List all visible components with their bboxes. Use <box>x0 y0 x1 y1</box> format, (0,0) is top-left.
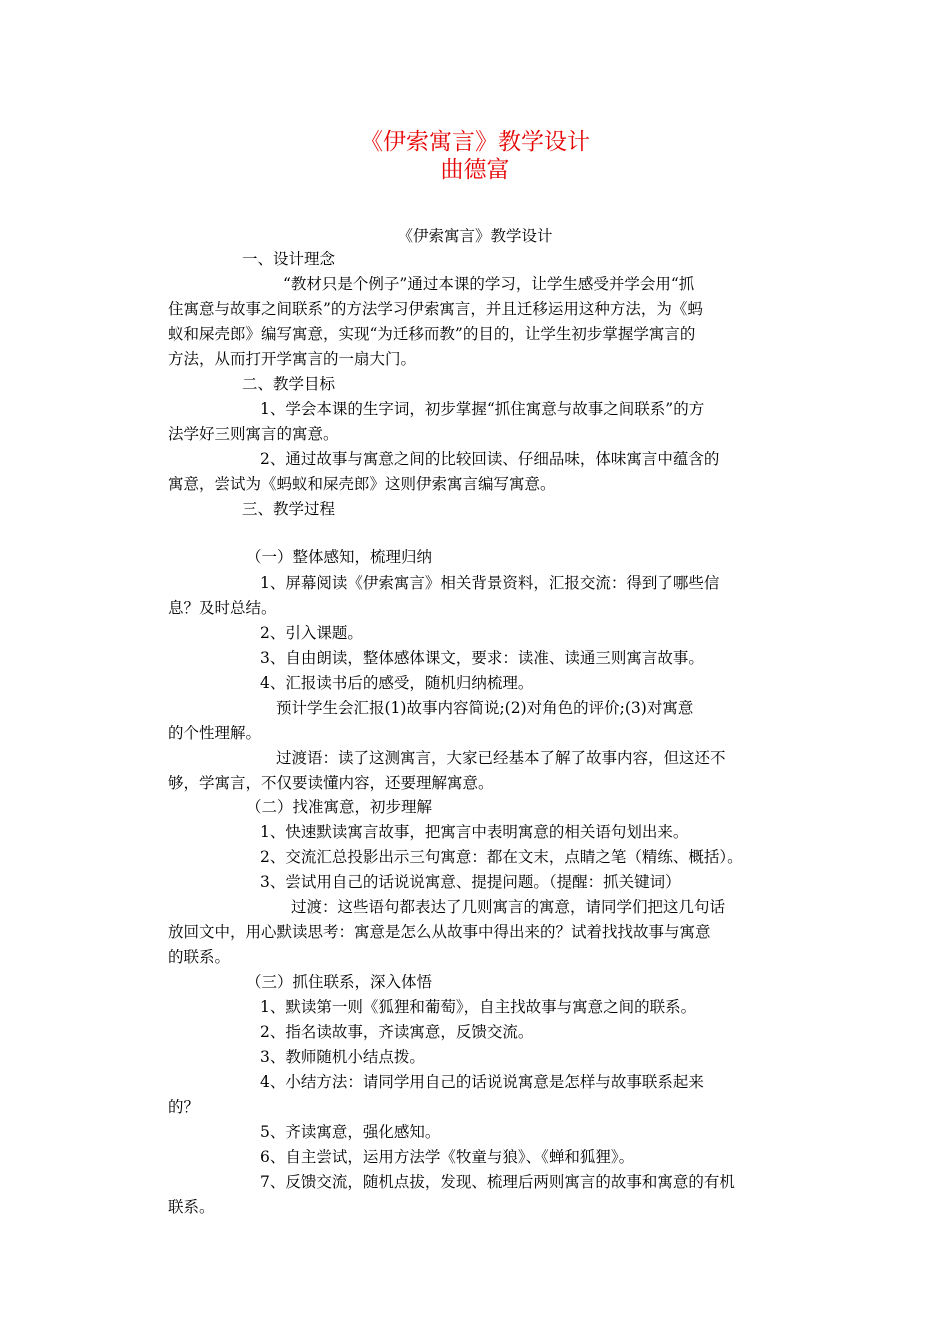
document-title: 《伊索寓言》教学设计 <box>360 129 590 155</box>
paragraph-line: 1、默读第一则《狐狸和葡萄》，自主找故事与寓意之间的联系。 <box>260 998 697 1016</box>
paragraph-line: 4、小结方法：请同学用自己的话说说寓意是怎样与故事联系起来 <box>260 1073 704 1091</box>
paragraph-line: 1、学会本课的生字词，初步掌握“抓住寓意与故事之间联系”的方 <box>260 400 705 418</box>
paragraph-line: 2、指名读故事，齐读寓意，反馈交流。 <box>260 1023 534 1041</box>
paragraph-line: 过渡语：读了这测寓言，大家已经基本了解了故事内容，但这还不 <box>276 749 726 767</box>
paragraph-line: 2、通过故事与寓意之间的比较回读、仔细品味，体味寓言中蕴含的 <box>260 450 720 468</box>
subheading-part-2: （二）找准寓意，初步理解 <box>246 798 433 816</box>
paragraph-line: 法学好三则寓言的寓意。 <box>168 425 339 443</box>
paragraph-line: 联系。 <box>168 1198 215 1216</box>
section-title: 《伊索寓言》教学设计 <box>397 227 553 245</box>
paragraph-line: 3、自由朗读，整体感体课文，要求：读准、读通三则寓言故事。 <box>260 649 704 667</box>
paragraph-line: 方法，从而打开学寓言的一扇大门。 <box>168 350 417 368</box>
subheading-part-3: （三）抓住联系，深入体悟 <box>246 973 433 991</box>
paragraph-line: 6、自主尝试，运用方法学《牧童与狼》、《蝉和狐狸》。 <box>260 1148 635 1166</box>
paragraph-line: 过渡：这些语句都表达了几则寓言的寓意，请同学们把这几句话 <box>291 898 726 916</box>
author-name: 曲德富 <box>440 157 510 183</box>
paragraph-line: 够，学寓言，不仅要读懂内容，还要理解寓意。 <box>168 774 494 792</box>
heading-design-concept: 一、设计理念 <box>242 250 336 268</box>
paragraph-line: 5、齐读寓意，强化感知。 <box>260 1123 441 1141</box>
paragraph-line: 放回文中，用心默读思考：寓意是怎么从故事中得出来的？试着找找故事与寓意 <box>168 923 711 941</box>
paragraph-line: 1、屏幕阅读《伊索寓言》相关背景资料，汇报交流：得到了哪些信 <box>260 574 720 592</box>
paragraph-line: 的联系。 <box>168 948 231 966</box>
paragraph-line: 住寓意与故事之间联系”的方法学习伊索寓言，并且迁移运用这种方法，为《蚂 <box>168 300 703 318</box>
paragraph-line: 3、教师随机小结点拨。 <box>260 1048 425 1066</box>
heading-teaching-goals: 二、教学目标 <box>242 375 336 393</box>
subheading-part-1: （一）整体感知，梳理归纳 <box>246 548 433 566</box>
paragraph-line: 7、反馈交流，随机点拔，发现、梳理后两则寓言的故事和寓意的有机 <box>260 1173 735 1191</box>
paragraph-line: 2、交流汇总投影出示三句寓意：都在文末，点睛之笔（精练、概括）。 <box>260 848 743 866</box>
paragraph-line: 寓意，尝试为《蚂蚁和屎壳郎》这则伊索寓言编写寓意。 <box>168 475 556 493</box>
paragraph-line: 的？ <box>168 1098 200 1116</box>
paragraph-line: 息？及时总结。 <box>168 599 277 617</box>
paragraph-line: 2、引入课题。 <box>260 624 363 642</box>
paragraph-line: 3、尝试用自己的话说说寓意、提提问题。（提醒：抓关键词） <box>260 873 681 891</box>
paragraph-line: 蚁和屎壳郎》编写寓意，实现“为迁移而教”的目的，让学生初步掌握学寓言的 <box>168 325 696 343</box>
paragraph-line: 1、快速默读寓言故事，把寓言中表明寓意的相关语句划出来。 <box>260 823 689 841</box>
paragraph-line: “教材只是个例子”通过本课的学习，让学生感受并学会用“抓 <box>283 275 695 293</box>
paragraph-line: 的个性理解。 <box>168 724 262 742</box>
paragraph-line: 4、汇报读书后的感受，随机归纳梳理。 <box>260 674 534 692</box>
heading-teaching-process: 三、教学过程 <box>242 500 336 518</box>
paragraph-line: 预计学生会汇报(1)故事内容简说;(2)对角色的评价;(3)对寓意 <box>276 699 694 717</box>
